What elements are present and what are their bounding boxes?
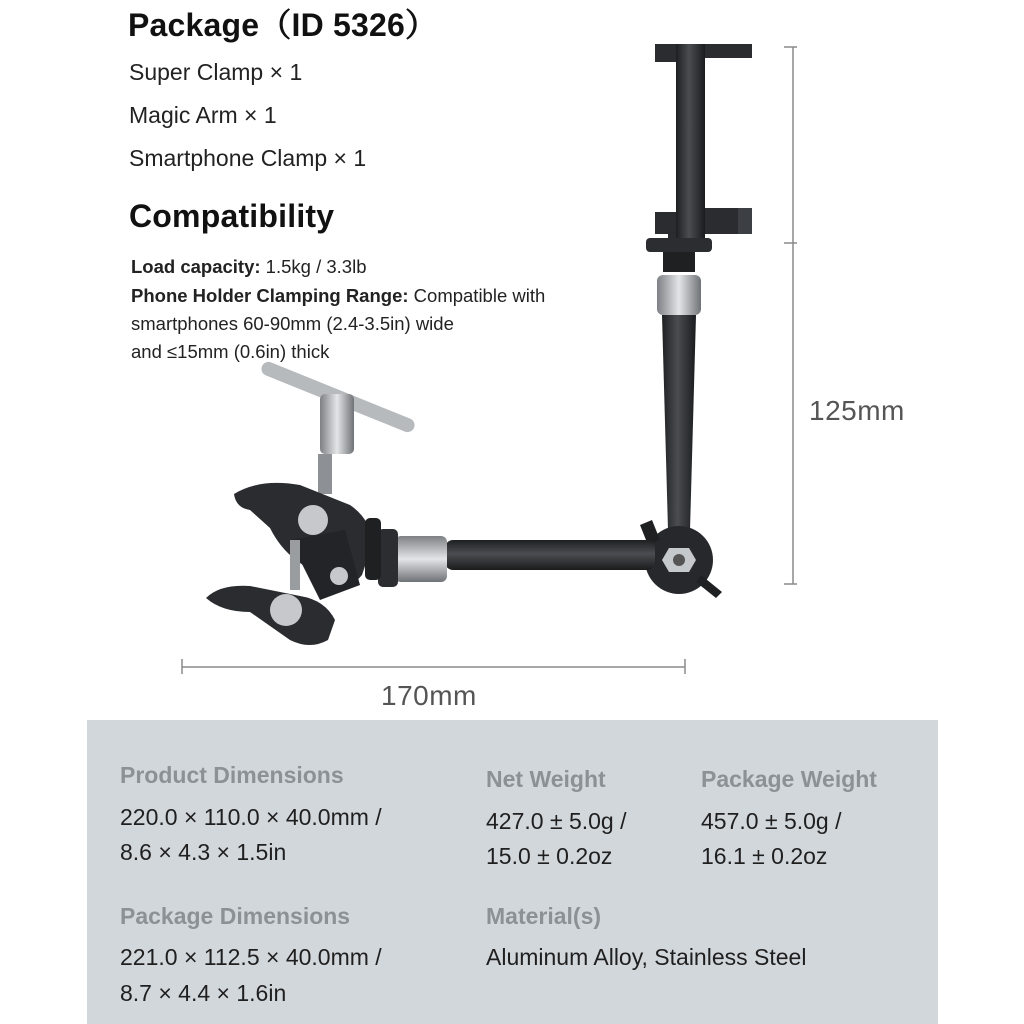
- clamping-range-value: Compatible with: [408, 285, 546, 306]
- package-weight-title: Package Weight: [701, 766, 877, 792]
- load-capacity-label: Load capacity:: [131, 256, 261, 277]
- width-dimension-line: [182, 659, 685, 674]
- load-capacity-value: 1.5kg / 3.3lb: [260, 256, 367, 277]
- width-dimension-label: 170mm: [381, 680, 477, 711]
- smartphone-clamp: [646, 44, 752, 272]
- package-dimensions-line2: 8.7 × 4.4 × 1.6in: [120, 980, 287, 1006]
- height-dimension-label: 125mm: [809, 395, 905, 426]
- product-dimensions-line1: 220.0 × 110.0 × 40.0mm /: [120, 804, 382, 830]
- height-dimension-line: [784, 47, 797, 584]
- super-clamp: [206, 360, 417, 645]
- net-weight-line1: 427.0 ± 5.0g /: [486, 808, 627, 834]
- specs-panel: [87, 720, 938, 1024]
- package-item-magic-arm: Magic Arm × 1: [129, 102, 277, 128]
- package-item-super-clamp: Super Clamp × 1: [129, 59, 303, 85]
- materials-title: Material(s): [486, 903, 602, 929]
- net-weight-title: Net Weight: [486, 766, 606, 792]
- clamping-range-thickness: and ≤15mm (0.6in) thick: [131, 341, 330, 362]
- package-dimensions-title: Package Dimensions: [120, 903, 351, 929]
- package-heading: Package（ID 5326）: [128, 7, 438, 43]
- package-weight-line1: 457.0 ± 5.0g /: [701, 808, 842, 834]
- clamping-range-label: Phone Holder Clamping Range:: [131, 285, 409, 306]
- product-dimensions-line2: 8.6 × 4.3 × 1.5in: [120, 839, 287, 865]
- magic-arm: [378, 275, 722, 598]
- materials-value: Aluminum Alloy, Stainless Steel: [486, 944, 807, 970]
- package-weight-line2: 16.1 ± 0.2oz: [701, 843, 828, 869]
- product-dimensions-title: Product Dimensions: [120, 762, 344, 788]
- package-item-smartphone-clamp: Smartphone Clamp × 1: [129, 145, 367, 171]
- compatibility-heading: Compatibility: [129, 198, 335, 234]
- package-dimensions-line1: 221.0 × 112.5 × 40.0mm /: [120, 944, 382, 970]
- net-weight-line2: 15.0 ± 0.2oz: [486, 843, 613, 869]
- clamping-range-width: smartphones 60-90mm (2.4-3.5in) wide: [131, 313, 454, 334]
